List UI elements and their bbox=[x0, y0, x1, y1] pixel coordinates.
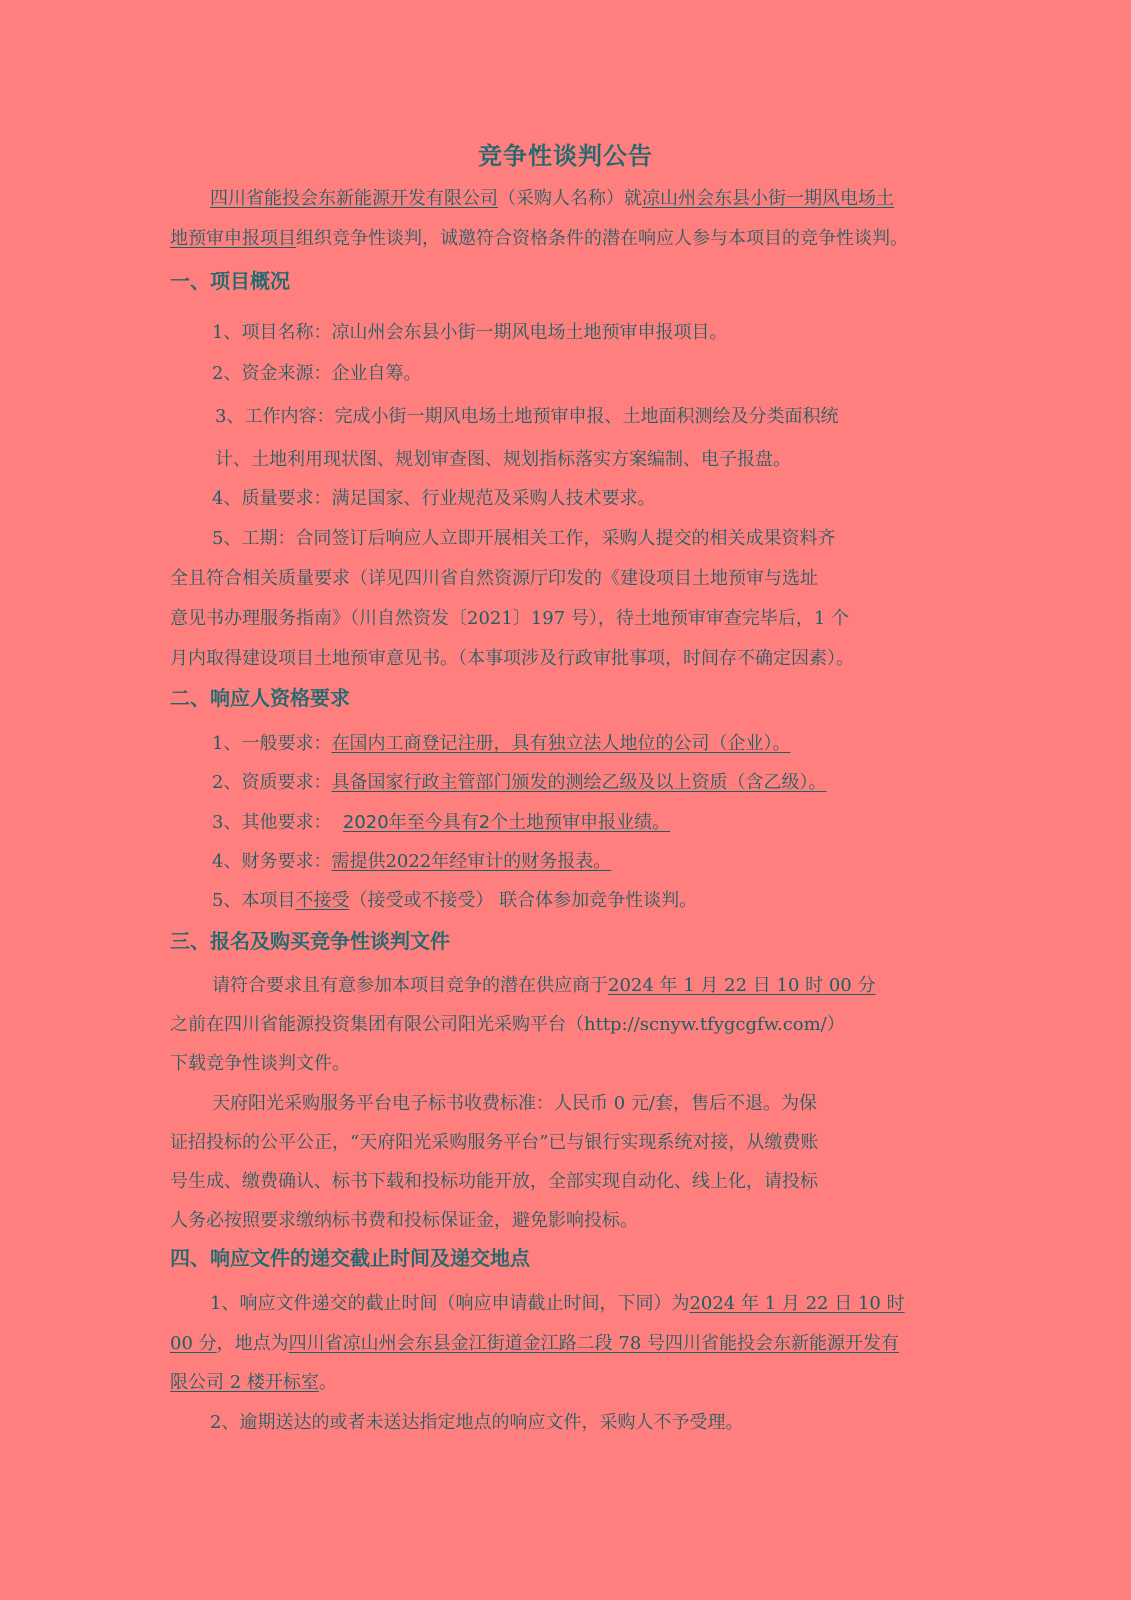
intro-line-1 bbox=[210, 187, 1010, 211]
consortium-value: 不接受 bbox=[295, 890, 350, 911]
section3-p2-line3: 号生成、缴费确认、标书下载和投标功能开放，全部实现自动化、线上化，请投标 bbox=[170, 1171, 818, 1192]
intro-rest: 组织竞争性谈判，诚邀符合资格条件的潜在响应人参与本项目的竞争性谈判。 bbox=[296, 228, 908, 249]
section1-item5-line4: 月内取得建设项目土地预审意见书。（本事项涉及行政审批事项，时间存不确定因素）。 bbox=[170, 648, 854, 669]
financial-req-value: 需提供2022年经审计的财务报表。 bbox=[331, 851, 612, 872]
submission-place-part2: 限公司 2 楼开标室 bbox=[170, 1372, 319, 1393]
registration-deadline: 2024 年 1 月 22 日 10 时 00 分 bbox=[608, 975, 876, 996]
section4-item1-line2 bbox=[170, 1332, 970, 1356]
section3-p1-line2: 之前在四川省能源投资集团有限公司阳光采购平台（http://scnyw.tfygcgfw.com/） bbox=[170, 1014, 845, 1035]
section2-item3 bbox=[212, 811, 1012, 835]
section1-item3-line2: 计、土地利用现状图、规划审查图、规划指标落实方案编制、电子报盘。 bbox=[215, 449, 791, 470]
section2-item4 bbox=[212, 850, 1012, 874]
project-name-part2: 地预审申报项目 bbox=[170, 228, 296, 249]
section1-item4: 4、质量要求：满足国家、行业规范及采购人技术要求。 bbox=[212, 488, 656, 509]
deadline-date-part1: 2024 年 1 月 22 日 10 时 bbox=[689, 1293, 905, 1314]
section1-heading: 一、项目概况 bbox=[170, 269, 290, 293]
section4-heading: 四、响应文件的递交截止时间及递交地点 bbox=[170, 1246, 530, 1270]
deadline-pre: 1、响应文件递交的截止时间（响应申请截止时间，下同）为 bbox=[210, 1293, 690, 1314]
section3-p2-line4: 人务必按照要求缴纳标书费和投标保证金，避免影响投标。 bbox=[170, 1210, 638, 1231]
project-name-part1: 凉山州会东县小街一期风电场土 bbox=[642, 188, 894, 209]
section1-item3-line1: 3、工作内容：完成小街一期风电场土地预审申报、土地面积测绘及分类面积统 bbox=[215, 406, 839, 427]
qualification-req-label: 2、资质要求： bbox=[212, 772, 332, 793]
consortium-post: （接受或不接受） 联合体参加竞争性谈判。 bbox=[349, 890, 698, 911]
section1-item1: 1、项目名称：凉山州会东县小街一期风电场土地预审申报项目。 bbox=[212, 322, 728, 343]
registration-pre: 请符合要求且有意参加本项目竞争的潜在供应商于 bbox=[212, 975, 608, 996]
submission-end: 。 bbox=[318, 1372, 337, 1393]
general-req-label: 1、一般要求： bbox=[212, 733, 332, 754]
financial-req-label: 4、财务要求： bbox=[212, 851, 332, 872]
section2-heading: 二、响应人资格要求 bbox=[170, 686, 350, 710]
section2-item5 bbox=[212, 889, 1012, 913]
section4-item1-line1 bbox=[210, 1292, 1010, 1316]
purchaser-note: （采购人名称）就 bbox=[498, 188, 642, 209]
section2-item1 bbox=[212, 732, 1012, 756]
qualification-req-value: 具备国家行政主管部门颁发的测绘乙级及以上资质（含乙级）。 bbox=[331, 772, 827, 793]
other-req-label: 3、其他要求： bbox=[212, 812, 332, 833]
submission-place-part1: 四川省凉山州会东县金江街道金江路二段 78 号四川省能投会东新能源开发有 bbox=[288, 1333, 899, 1354]
section3-p1-line3: 下载竞争性谈判文件。 bbox=[170, 1053, 350, 1074]
section3-p1-line1 bbox=[212, 974, 1012, 998]
page-title: 竞争性谈判公告 bbox=[478, 142, 653, 170]
section3-p2-line2: 证招投标的公平公正，“天府阳光采购服务平台”已与银行实现系统对接，从缴费账 bbox=[170, 1132, 819, 1153]
general-req-value: 在国内工商登记注册，具有独立法人地位的公司（企业）。 bbox=[331, 733, 791, 754]
section1-item5-line2: 全且符合相关质量要求（详见四川省自然资源厅印发的《建设项目土地预审与选址 bbox=[170, 568, 818, 589]
section1-item5-line3: 意见书办理服务指南》（川自然资发〔2021〕197 号），待土地预审审查完毕后，1 个 bbox=[170, 608, 850, 629]
section4-item1-line3 bbox=[170, 1371, 970, 1395]
section2-item2 bbox=[212, 771, 1012, 795]
section4-item2: 2、逾期送达的或者未送达指定地点的响应文件，采购人不予受理。 bbox=[210, 1412, 744, 1433]
deadline-date-part2: 00 分 bbox=[170, 1333, 217, 1354]
section1-item5-line1: 5、工期：合同签订后响应人立即开展相关工作，采购人提交的相关成果资料齐 bbox=[212, 528, 836, 549]
section1-item2: 2、资金来源：企业自筹。 bbox=[212, 363, 422, 384]
consortium-pre: 5、本项目 bbox=[212, 890, 296, 911]
intro-line-2 bbox=[170, 227, 970, 251]
purchaser-name: 四川省能投会东新能源开发有限公司 bbox=[210, 188, 498, 209]
section3-heading: 三、报名及购买竞争性谈判文件 bbox=[170, 929, 450, 953]
section3-p2-line1: 天府阳光采购服务平台电子标书收费标准：人民币 0 元/套，售后不退。为保 bbox=[212, 1093, 817, 1114]
other-req-value: 2020年至今具有2个土地预审申报业绩。 bbox=[342, 812, 671, 833]
deadline-mid: ，地点为 bbox=[216, 1333, 289, 1354]
